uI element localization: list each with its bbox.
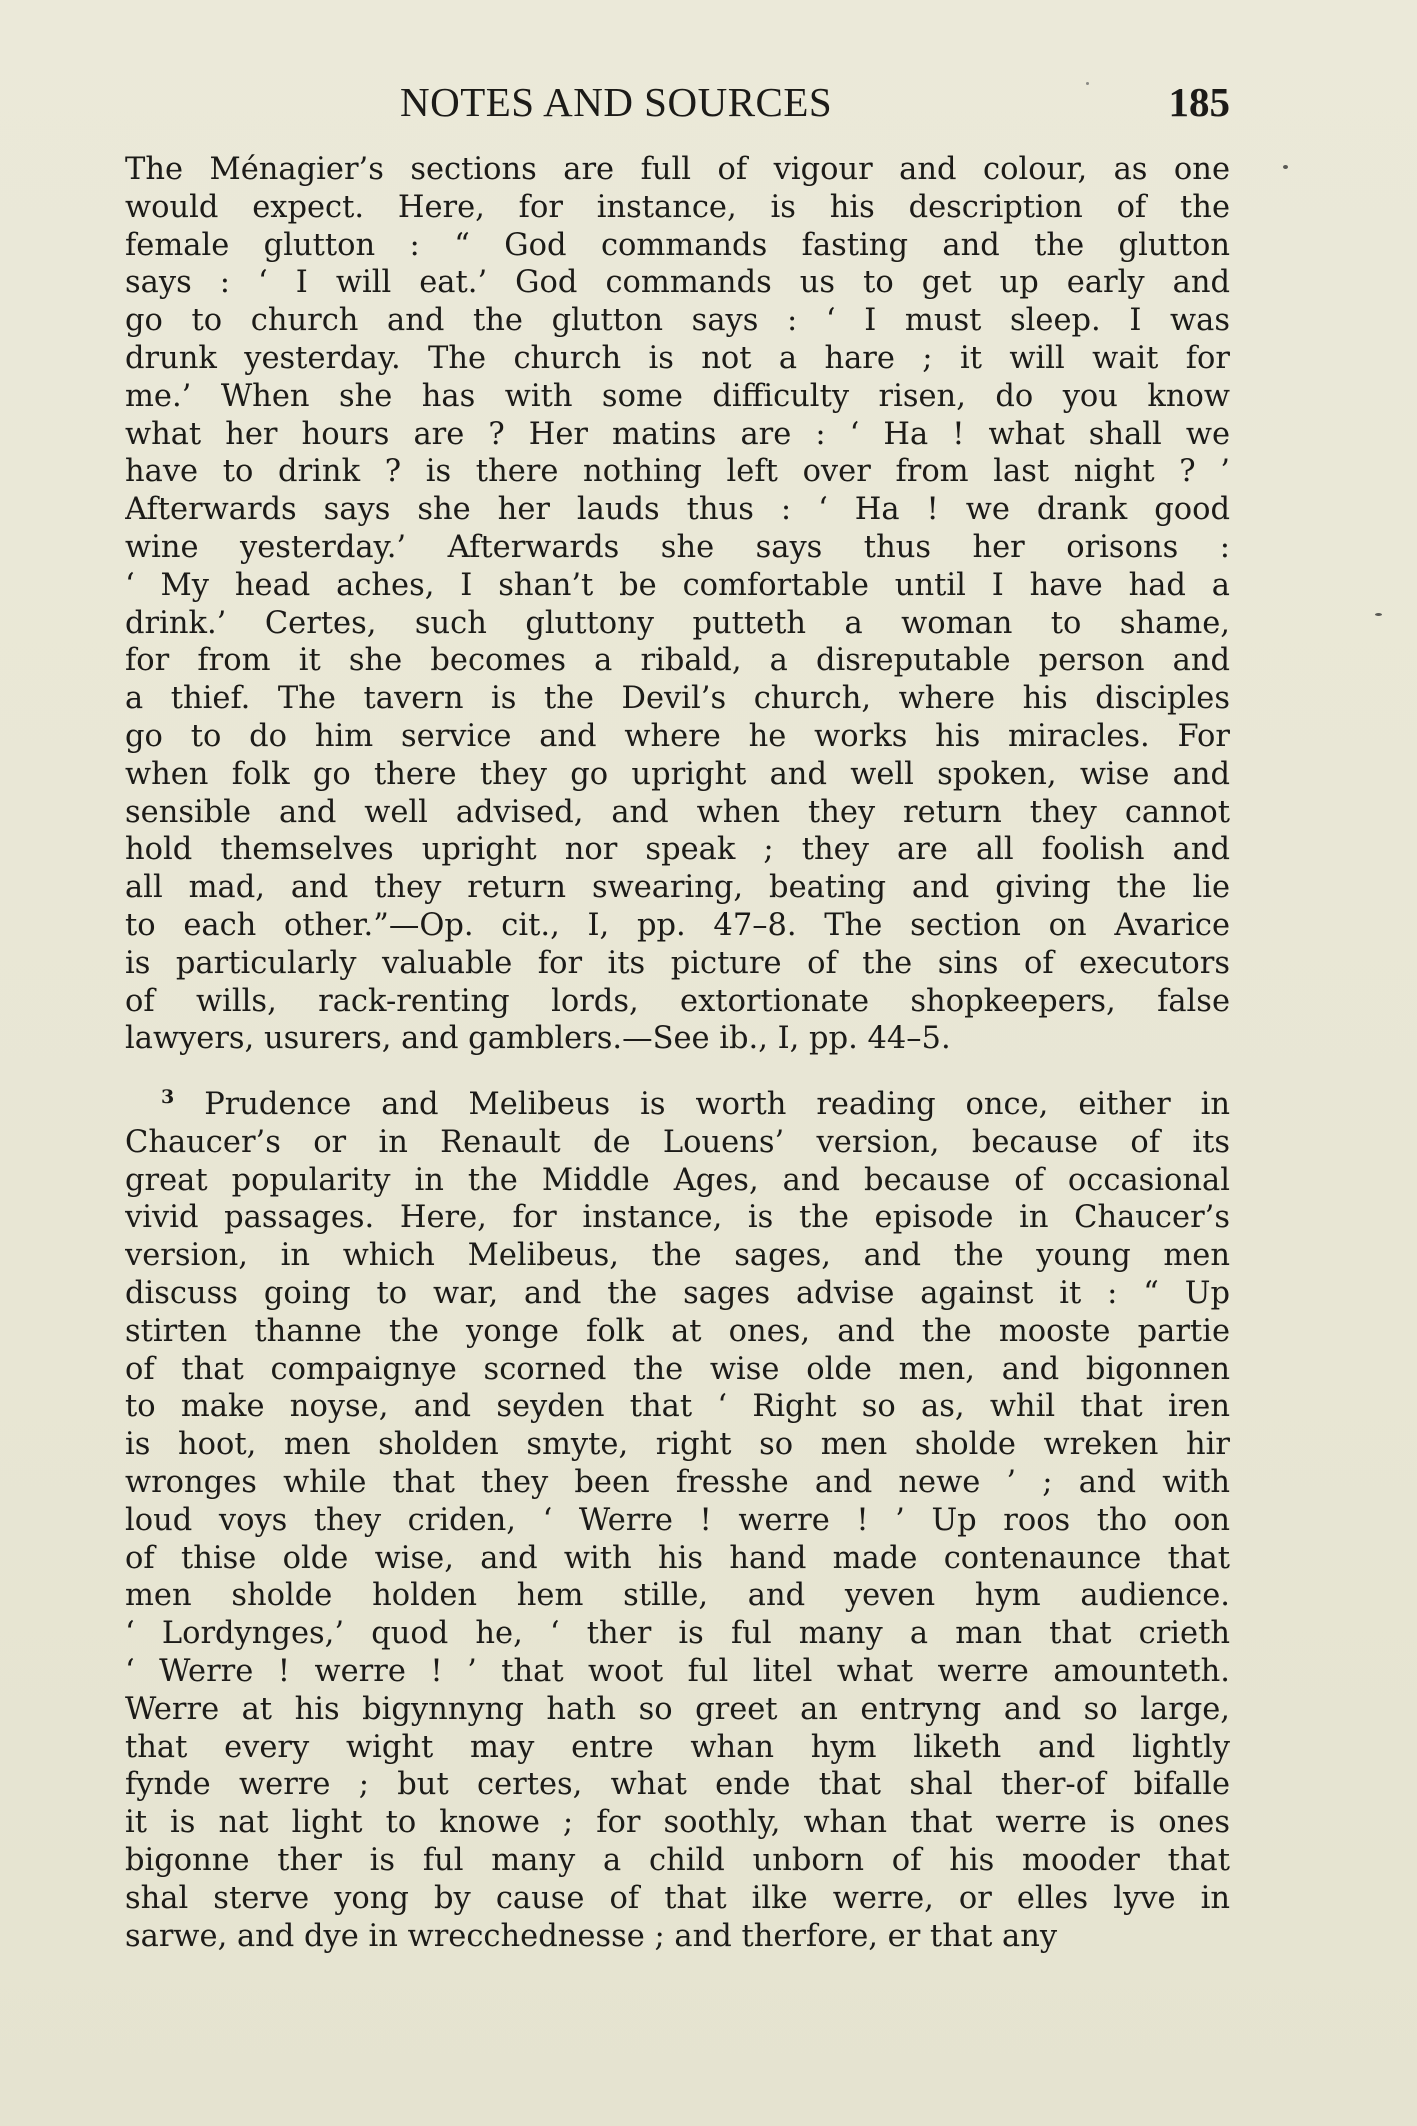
text-line-content: that every wight may entre whan hym liketh and lightly xyxy=(125,1729,1230,1765)
text-line xyxy=(125,340,1230,378)
text-line xyxy=(125,1351,1230,1389)
text-line xyxy=(125,189,1230,227)
text-line-content: Prudence and Melibeus is worth reading once, either in xyxy=(204,1087,1230,1122)
text-line-content: men sholde holden hem stille, and yeven hym audience. xyxy=(125,1578,1230,1614)
text-line xyxy=(125,1464,1230,1502)
text-line-content: to make noyse, and seyden that ‘ Right so as, whil that iren xyxy=(125,1389,1230,1425)
text-line xyxy=(125,567,1230,605)
text-line xyxy=(125,264,1230,302)
text-line xyxy=(125,302,1230,340)
text-line-content: of thise olde wise, and with his hand made contenaunce that xyxy=(125,1540,1230,1576)
text-line xyxy=(125,529,1230,567)
text-line xyxy=(125,1502,1230,1540)
text-line-content: me.’ When she has with some difficulty risen, do you know xyxy=(125,378,1230,414)
text-line-content: to each other.”—Op. cit., I, pp. 47–8. The section on Avarice xyxy=(125,907,1230,943)
footnote-paragraph xyxy=(125,1086,1230,1955)
text-line-content: when folk go there they go upright and well spoken, wise and xyxy=(125,756,1230,792)
body-paragraph xyxy=(125,151,1230,1058)
text-line xyxy=(125,1199,1230,1237)
text-line xyxy=(125,1275,1230,1313)
text-line xyxy=(125,1426,1230,1464)
text-line-content: wine yesterday.’ Afterwards she says thus her orisons : xyxy=(125,529,1230,565)
scan-speck xyxy=(1375,613,1382,616)
text-line-content: is hoot, men sholden smyte, right so men sholde wreken hir xyxy=(125,1427,1230,1463)
text-line xyxy=(125,983,1230,1021)
text-line-content: all mad, and they return swearing, beating and giving the lie xyxy=(125,870,1230,906)
page-header xyxy=(125,78,1230,130)
text-line xyxy=(125,1388,1230,1426)
text-line-content: ‘ Werre ! werre ! ’ that woot ful litel what werre amounteth. xyxy=(125,1653,1230,1689)
text-line xyxy=(125,907,1230,945)
scan-speck xyxy=(1086,82,1089,85)
text-line xyxy=(125,491,1230,529)
text-line-content: is particularly valuable for its picture of the sins of executors xyxy=(125,945,1230,981)
running-title: NOTES AND SOURCES xyxy=(400,79,833,125)
text-line xyxy=(125,378,1230,416)
text-line xyxy=(125,831,1230,869)
text-line xyxy=(125,642,1230,680)
text-line xyxy=(125,1766,1230,1804)
text-line-content: what her hours are ? Her matins are : ‘ Ha ! what shall we xyxy=(125,416,1230,452)
text-line xyxy=(125,1577,1230,1615)
text-line-content: it is nat light to knowe ; for soothly, whan that werre is ones xyxy=(125,1805,1230,1841)
text-line xyxy=(125,1880,1230,1918)
text-line xyxy=(125,945,1230,983)
page-number: 185 xyxy=(1168,79,1230,125)
footnote-marker: 3 xyxy=(161,1086,175,1108)
text-line-content: bigonne ther is ful many a child unborn of his mooder that xyxy=(125,1842,1230,1878)
text-line-content: lawyers, usurers, and gamblers.—See ib., I, pp. 44–5. xyxy=(125,1021,951,1057)
text-line xyxy=(125,151,1230,189)
text-line xyxy=(125,1615,1230,1653)
text-line xyxy=(125,1729,1230,1767)
text-line xyxy=(125,1918,1230,1956)
text-line-content: female glutton : “ God commands fasting and the glutton xyxy=(125,227,1230,263)
text-line xyxy=(125,756,1230,794)
text-line-content: drunk yesterday. The church is not a hare ; it will wait for xyxy=(125,340,1230,376)
text-line-content: a thief. The tavern is the Devil’s church, where his disciples xyxy=(125,681,1230,717)
text-line-content: vivid passages. Here, for instance, is the episode in Chaucer’s xyxy=(125,1200,1230,1236)
text-line xyxy=(125,1086,1230,1124)
text-line-content: of that compaignye scorned the wise olde men, and bigonnen xyxy=(125,1351,1230,1387)
text-line-content: have to drink ? is there nothing left over from last night ? ’ xyxy=(125,454,1230,490)
scan-speck xyxy=(1283,165,1288,169)
text-line-content: fynde werre ; but certes, what ende that shal ther-of bifalle xyxy=(125,1767,1230,1803)
text-line-content: The Ménagier’s sections are full of vigour and colour, as one xyxy=(125,152,1230,187)
text-line-content: drink.’ Certes, such gluttony putteth a woman to shame, xyxy=(125,605,1230,641)
text-line-content: would expect. Here, for instance, is his description of the xyxy=(125,189,1230,225)
text-line xyxy=(125,869,1230,907)
text-line-content: sensible and well advised, and when they return they cannot xyxy=(125,794,1230,830)
text-line-content: Afterwards says she her lauds thus : ‘ Ha ! we drank good xyxy=(125,492,1230,528)
text-line xyxy=(125,1653,1230,1691)
text-line-content: sarwe, and dye in wrecchednesse ; and therfore, er that any xyxy=(125,1918,1058,1954)
text-line-content: discuss going to war, and the sages advise against it : “ Up xyxy=(125,1275,1230,1311)
text-line-content: stirten thanne the yonge folk at ones, and the mooste partie xyxy=(125,1313,1230,1349)
text-line xyxy=(125,1124,1230,1162)
text-line-content: shal sterve yong by cause of that ilke werre, or elles lyve in xyxy=(125,1880,1230,1916)
text-line xyxy=(125,1020,1230,1058)
text-line xyxy=(125,453,1230,491)
text-line-content: great popularity in the Middle Ages, and because of occasional xyxy=(125,1162,1230,1198)
text-line xyxy=(125,1804,1230,1842)
text-line xyxy=(125,1691,1230,1729)
text-line-content: loud voys they criden, ‘ Werre ! werre ! ’ Up roos tho oon xyxy=(125,1502,1230,1538)
text-line-content: ‘ My head aches, I shan’t be comfortable until I have had a xyxy=(125,567,1230,603)
text-line xyxy=(125,718,1230,756)
text-line-content: Chaucer’s or in Renault de Louens’ version, because of its xyxy=(125,1124,1230,1160)
text-line xyxy=(125,605,1230,643)
text-line-content: ‘ Lordynges,’ quod he, ‘ ther is ful many a man that crieth xyxy=(125,1616,1230,1652)
text-line xyxy=(125,1842,1230,1880)
text-line-content: hold themselves upright nor speak ; they are all foolish and xyxy=(125,832,1230,868)
text-line xyxy=(125,1237,1230,1275)
text-line-content: wronges while that they been fresshe and newe ’ ; and with xyxy=(125,1464,1230,1500)
text-line-content: go to do him service and where he works his miracles. For xyxy=(125,718,1230,754)
text-line xyxy=(125,1313,1230,1351)
text-line xyxy=(125,680,1230,718)
text-line xyxy=(125,794,1230,832)
text-line-content: for from it she becomes a ribald, a disreputable person and xyxy=(125,643,1230,679)
text-line-content: Werre at his bigynnyng hath so greet an entryng and so large, xyxy=(125,1691,1230,1727)
text-line xyxy=(125,1540,1230,1578)
text-line-content: go to church and the glutton says : ‘ I must sleep. I was xyxy=(125,303,1230,339)
text-line xyxy=(125,416,1230,454)
text-line-content: of wills, rack-renting lords, extortionate shopkeepers, false xyxy=(125,983,1230,1019)
text-line xyxy=(125,227,1230,265)
text-line-content: version, in which Melibeus, the sages, and the young men xyxy=(125,1238,1230,1274)
text-line xyxy=(125,1162,1230,1200)
text-line-content: says : ‘ I will eat.’ God commands us to get up early and xyxy=(125,265,1230,301)
